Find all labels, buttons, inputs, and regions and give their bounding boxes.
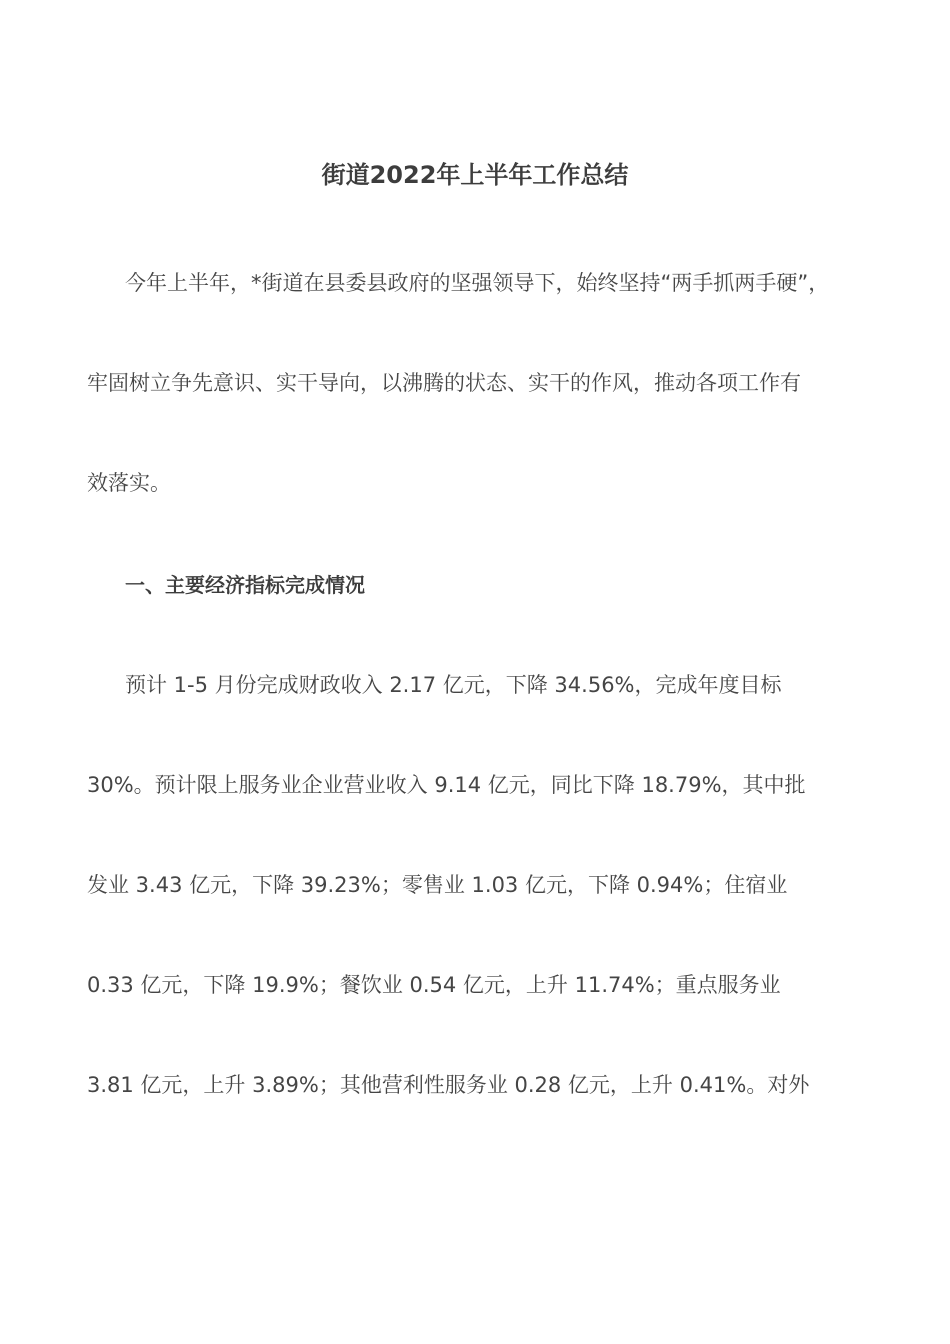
paragraph-line: 牢固树立争先意识、实干导向，以沸腾的状态、实干的作风，推动各项工作有 [87,371,801,395]
paragraph-line: 30%。预计限上服务业企业营业收入 9.14 亿元，同比下降 18.79%，其中批 [87,773,806,797]
paragraph-line: 今年上半年，*街道在县委县政府的坚强领导下，始终坚持“两手抓两手硬”， [125,271,830,295]
section-heading: 一、主要经济指标完成情况 [125,573,365,597]
paragraph-line: 效落实。 [87,471,171,495]
paragraph-line: 发业 3.43 亿元，下降 39.23%；零售业 1.03 亿元，下降 0.94%；住宿业 [87,873,788,897]
document-title: 街道2022年上半年工作总结 [321,161,629,189]
paragraph-line: 0.33 亿元，下降 19.9%；餐饮业 0.54 亿元，上升 11.74%；重点服务业 [87,973,781,997]
paragraph-line: 3.81 亿元，上升 3.89%；其他营利性服务业 0.28 亿元，上升 0.41%。对外 [87,1073,810,1097]
paragraph-line: 预计 1-5 月份完成财政收入 2.17 亿元，下降 34.56%，完成年度目标 [125,673,782,697]
